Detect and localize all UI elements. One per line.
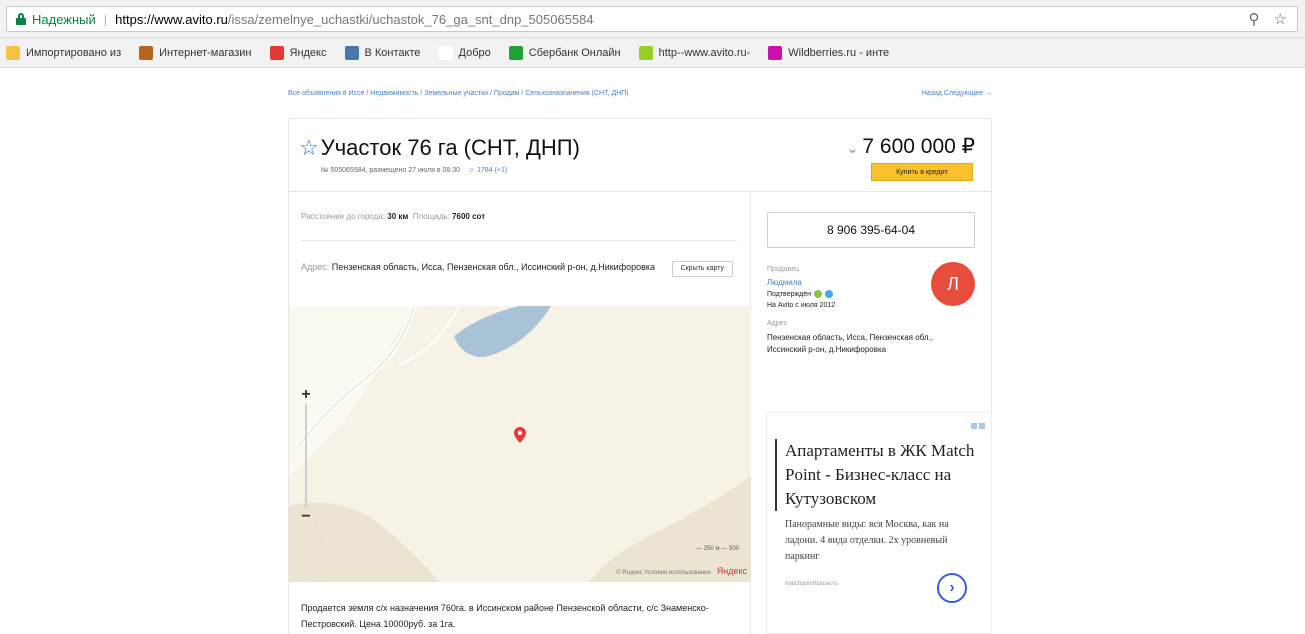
ad-title[interactable]: Апартаменты в ЖК Match Point - Бизнес-класс на Кутузовском	[775, 439, 975, 511]
hide-map-button[interactable]: Скрыть карту	[672, 261, 733, 277]
bookmark-favicon-icon	[439, 46, 453, 60]
lock-icon	[16, 13, 26, 25]
url-separator: |	[103, 11, 108, 27]
buy-credit-button[interactable]: Купить в кредит	[871, 163, 973, 181]
listing-number-date: № 505065584, размещено 27 июля в 08:30	[321, 167, 461, 174]
listing-params	[301, 212, 485, 221]
bookmark-item[interactable]	[270, 46, 327, 60]
star-icon[interactable]: ☆	[1273, 11, 1287, 28]
map-canvas	[289, 306, 751, 582]
distance-value: 30 км	[387, 212, 409, 221]
bookmark-label: Импортировано из	[26, 46, 122, 59]
listing-title: Участок 76 га (СНТ, ДНП)	[320, 135, 580, 160]
phone-button[interactable]: 8 906 395-64-04	[767, 212, 975, 248]
zoom-slider[interactable]	[305, 404, 307, 508]
breadcrumb-path[interactable]: Все объявления в Иссе / Недвижимость / Земельные участки / Продам / Сельхозназначения (СНТ, ДНП)	[288, 90, 629, 97]
views-count[interactable]: ☺ 1784 (+1)	[467, 167, 508, 174]
ad-choices-icon[interactable]	[971, 423, 985, 429]
zoom-out-button[interactable]: −	[301, 508, 311, 525]
bookmark-label: Яндекс	[289, 46, 327, 59]
listing-meta	[321, 167, 507, 174]
address-label: Адрес:	[301, 262, 330, 272]
map[interactable]	[289, 306, 751, 582]
bookmark-favicon-icon	[768, 46, 782, 60]
price-dropdown-icon[interactable]: ⌄	[846, 140, 859, 156]
bookmark-favicon-icon	[639, 46, 653, 60]
breadcrumb	[288, 90, 992, 97]
area-label: Площадь:	[412, 212, 450, 221]
bookmark-label: Wildberries.ru - инте	[788, 46, 890, 59]
address-block	[301, 258, 741, 277]
bookmark-item[interactable]	[6, 46, 121, 60]
seller-address-label: Адрес	[767, 320, 788, 327]
seller-verified	[767, 290, 833, 298]
zoom-in-button[interactable]: +	[301, 386, 311, 403]
favorite-star-icon[interactable]: ☆	[299, 135, 319, 160]
bookmark-favicon-icon	[139, 46, 153, 60]
address-value: Пензенская область, Исса, Пензенская обл., Иссинский р-он, д.Никифоровка	[331, 262, 656, 272]
seller-address: Пензенская область, Исса, Пензенская обл., Иссинский р-он, д.Никифоровка	[767, 333, 933, 354]
bookmark-label: Интернет-магазин	[159, 46, 252, 59]
verified-phone-icon	[814, 290, 822, 298]
bookmark-item[interactable]	[509, 46, 621, 60]
seller-since: На Avito с июля 2012	[767, 302, 836, 309]
bookmark-favicon-icon	[270, 46, 284, 60]
distance-label: Расстояние до города:	[301, 212, 386, 221]
ad-text: Панорамные виды: вся Москва, как на ладони. 4 вида отделки. 2х уровневый паркинг	[785, 519, 949, 562]
url-omnibox[interactable]	[6, 6, 1298, 32]
bookmark-item[interactable]	[768, 46, 889, 60]
bookmark-favicon-icon	[345, 46, 359, 60]
url-host: https://www.avito.ru	[115, 11, 228, 27]
bookmark-favicon-icon	[6, 46, 20, 60]
map-scale: — 250 м — 500	[696, 546, 739, 552]
avatar[interactable]: Л	[931, 262, 975, 306]
browser-address-bar	[0, 0, 1305, 38]
bookmark-item[interactable]	[639, 46, 751, 60]
url-path: /issa/zemelnye_uchastki/uchastok_76_ga_snt_dnp_505065584	[227, 11, 594, 27]
listing-description: Продается земля с/х назначения 760га. в Иссинском районе Пензенской области, с/с Знаменско-Пестровский. Цена 10000руб. за 1га.	[301, 603, 709, 629]
zoom-icon[interactable]: ⚲	[1248, 11, 1260, 28]
seller-panel	[751, 191, 991, 395]
seller-label: Продавец	[767, 266, 800, 273]
verified-label: Подтверждён	[767, 290, 812, 298]
price-value: 7 600 000 ₽	[862, 135, 975, 158]
bookmark-label: Добро	[458, 46, 491, 59]
map-copyright-text[interactable]: © Яндекс Условия использования	[616, 570, 711, 576]
verified-email-icon	[825, 290, 833, 298]
map-pin-icon[interactable]	[514, 427, 526, 443]
ad-site[interactable]: matchpointhouse.ru	[785, 581, 838, 587]
ad-go-button[interactable]: ›	[937, 573, 967, 603]
area-value: 7600 сот	[452, 212, 486, 221]
bookmark-label: http--www.avito.ru-	[658, 46, 751, 59]
price	[847, 134, 975, 159]
seller-name-link[interactable]: Людмила	[767, 278, 802, 287]
bookmark-label: Сбербанк Онлайн	[528, 46, 621, 59]
listing-main	[289, 191, 751, 634]
bookmark-favicon-icon	[509, 46, 523, 60]
yandex-logo[interactable]: Яндекс	[716, 566, 747, 576]
map-zoom-control	[297, 386, 315, 536]
secure-label: Надежный	[32, 11, 96, 27]
divider	[301, 240, 737, 241]
bookmarks-bar	[0, 38, 1305, 68]
map-copyright	[616, 566, 747, 576]
bookmark-item[interactable]	[439, 46, 491, 60]
advertisement[interactable]	[766, 412, 992, 634]
bookmark-item[interactable]	[139, 46, 251, 60]
bookmark-label: В Контакте	[364, 46, 421, 59]
prev-next-nav[interactable]: Назад Следующее →	[921, 90, 992, 97]
bookmark-item[interactable]	[345, 46, 421, 60]
